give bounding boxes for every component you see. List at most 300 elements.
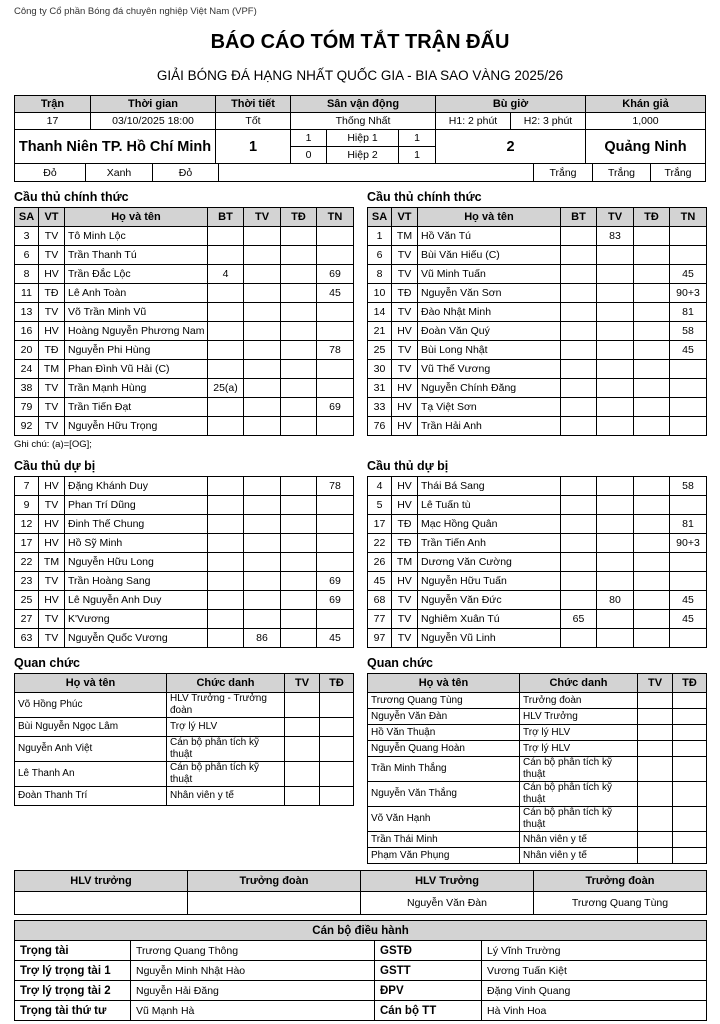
- official-name: Lý Vĩnh Trường: [482, 941, 707, 961]
- col-red-card: TĐ: [281, 208, 317, 227]
- player-goal-minute: [561, 515, 597, 534]
- player-position: HV: [39, 534, 65, 553]
- match-datetime: 03/10/2025 18:00: [91, 113, 216, 130]
- player-shirt-number: 79: [15, 398, 39, 417]
- player-red-card-minute: [281, 322, 317, 341]
- player-goal-minute: [208, 572, 244, 591]
- player-shirt-number: 25: [15, 591, 39, 610]
- match-official-row: [15, 961, 707, 981]
- player-goal-minute: [208, 284, 244, 303]
- company-name: Công ty Cổ phần Bóng đá chuyên nghiệp Việt Nam (VPF): [14, 6, 257, 17]
- player-name: Đoàn Văn Quý: [418, 322, 561, 341]
- player-red-card-minute: [281, 591, 317, 610]
- official-role-label: Trọng tài thứ tư: [15, 1001, 131, 1021]
- official-name: Trần Thái Minh: [368, 832, 520, 848]
- player-yellow-card-minute: [597, 572, 634, 591]
- player-shirt-number: 1: [368, 227, 392, 246]
- player-yellow-card-minute: 83: [597, 227, 634, 246]
- player-name: Hoàng Nguyễn Phương Nam: [65, 322, 208, 341]
- player-red-card-minute: [634, 341, 670, 360]
- player-yellow-card-minute: [597, 379, 634, 398]
- player-yellow-card-minute: [244, 477, 281, 496]
- official-name: Nguyễn Văn Thắng: [368, 782, 520, 807]
- player-shirt-number: 17: [368, 515, 392, 534]
- player-substitution-minute: 45: [670, 610, 707, 629]
- player-shirt-number: 25: [368, 341, 392, 360]
- player-name: Phan Trí Dũng: [65, 496, 208, 515]
- player-shirt-number: 10: [368, 284, 392, 303]
- player-row: [15, 417, 354, 436]
- col-goals: BT: [208, 208, 244, 227]
- player-yellow-card-minute: [244, 496, 281, 515]
- player-position: TV: [392, 341, 418, 360]
- player-yellow-card-minute: [244, 246, 281, 265]
- player-yellow-card-minute: [244, 553, 281, 572]
- player-goal-minute: [561, 591, 597, 610]
- player-row: [368, 572, 707, 591]
- away-kit-socks: Trắng: [664, 166, 692, 179]
- officials-titles-row: [14, 648, 706, 673]
- player-red-card-minute: [281, 477, 317, 496]
- lineup-header-row: [15, 208, 354, 227]
- home-kit-socks: Đỏ: [153, 164, 219, 181]
- player-row: [15, 265, 354, 284]
- player-position: TĐ: [39, 341, 65, 360]
- player-row: [15, 496, 354, 515]
- match-officials-header-row: [15, 921, 707, 941]
- player-goal-minute: [561, 379, 597, 398]
- player-shirt-number: 92: [15, 417, 39, 436]
- subs-tables-row: [14, 476, 706, 648]
- official-name: Vương Tuấn Kiệt: [482, 961, 707, 981]
- player-red-card-minute: [281, 379, 317, 398]
- away-team-name: Quảng Ninh: [586, 130, 705, 164]
- player-red-card-minute: [634, 610, 670, 629]
- player-name: Trần Hải Anh: [418, 417, 561, 436]
- player-red-card-minute: [634, 284, 670, 303]
- player-yellow-card-minute: [244, 534, 281, 553]
- home-subs-table: [14, 476, 354, 648]
- player-position: TV: [39, 629, 65, 648]
- player-name: Trần Đắc Lộc: [65, 265, 208, 284]
- player-red-card-minute: [281, 265, 317, 284]
- col-shirt-number: SA: [368, 208, 392, 227]
- player-substitution-minute: [317, 534, 354, 553]
- official-role: Trợ lý HLV: [520, 741, 638, 757]
- away-score: 2: [436, 130, 586, 164]
- officials-header-row: [15, 674, 354, 693]
- player-shirt-number: 27: [15, 610, 39, 629]
- official-name: Vũ Mạnh Hà: [131, 1001, 375, 1021]
- player-name: Bùi Long Nhật: [418, 341, 561, 360]
- official-role: Cán bộ phân tích kỹ thuật: [520, 807, 638, 832]
- official-yellow-card: [638, 741, 673, 757]
- player-row: [368, 417, 707, 436]
- official-red-card: [673, 832, 707, 848]
- official-row: [368, 807, 707, 832]
- player-substitution-minute: [670, 360, 707, 379]
- player-goal-minute: [561, 303, 597, 322]
- player-row: [368, 398, 707, 417]
- match-official-row: [15, 941, 707, 961]
- officials-tables-row: [14, 673, 706, 864]
- halves-mini-table: [291, 130, 436, 164]
- player-substitution-minute: 58: [670, 477, 707, 496]
- player-yellow-card-minute: [244, 591, 281, 610]
- player-red-card-minute: [281, 246, 317, 265]
- official-row: [368, 848, 707, 864]
- official-row: [368, 725, 707, 741]
- player-position: HV: [392, 496, 418, 515]
- away-officials-title: Quan chức: [367, 656, 434, 670]
- player-yellow-card-minute: [597, 265, 634, 284]
- player-goal-minute: 4: [208, 265, 244, 284]
- player-yellow-card-minute: [597, 341, 634, 360]
- player-row: [15, 360, 354, 379]
- match-weather: Tốt: [216, 113, 291, 130]
- home-officials-title: Quan chức: [14, 656, 81, 670]
- match-stadium: Thống Nhất: [291, 113, 436, 130]
- home-kit-shirt: Đỏ: [15, 164, 86, 181]
- player-goal-minute: [561, 496, 597, 515]
- subs-titles-row: [14, 451, 706, 476]
- away-team-leader-header: Trưởng đoàn: [534, 871, 707, 892]
- player-yellow-card-minute: [597, 477, 634, 496]
- player-substitution-minute: 69: [317, 572, 354, 591]
- player-row: [15, 572, 354, 591]
- player-goal-minute: [208, 360, 244, 379]
- player-substitution-minute: [317, 227, 354, 246]
- col-header-weather: Thời tiết: [216, 96, 291, 113]
- player-red-card-minute: [634, 398, 670, 417]
- player-substitution-minute: 81: [670, 515, 707, 534]
- player-row: [15, 303, 354, 322]
- player-goal-minute: 25(a): [208, 379, 244, 398]
- official-yellow-card: [285, 718, 320, 737]
- away-officials-table: [367, 673, 707, 864]
- player-position: HV: [39, 477, 65, 496]
- player-substitution-minute: 45: [670, 591, 707, 610]
- official-row: [15, 762, 354, 787]
- player-shirt-number: 23: [15, 572, 39, 591]
- report-title: BÁO CÁO TÓM TẮT TRẬN ĐẤU: [210, 31, 510, 53]
- official-red-card: [673, 848, 707, 864]
- player-position: TV: [39, 303, 65, 322]
- player-position: HV: [392, 572, 418, 591]
- player-shirt-number: 77: [368, 610, 392, 629]
- official-role: Cán bộ phân tích kỹ thuật: [167, 737, 285, 762]
- player-yellow-card-minute: 86: [244, 629, 281, 648]
- col-header-match: Trận: [15, 96, 91, 113]
- player-shirt-number: 14: [368, 303, 392, 322]
- player-goal-minute: [208, 553, 244, 572]
- home-score: 1: [216, 130, 291, 164]
- player-position: TV: [392, 610, 418, 629]
- player-row: [15, 534, 354, 553]
- player-shirt-number: 22: [15, 553, 39, 572]
- official-role: Trợ lý HLV: [520, 725, 638, 741]
- player-substitution-minute: 45: [317, 629, 354, 648]
- col-header-time: Thời gian: [91, 96, 216, 113]
- official-red-card: [320, 787, 354, 806]
- score-row: [15, 130, 705, 164]
- col-position: VT: [392, 208, 418, 227]
- kit-spacer-cell: [219, 164, 534, 181]
- official-red-card: [320, 737, 354, 762]
- player-position: HV: [392, 379, 418, 398]
- official-yellow-card: [638, 848, 673, 864]
- player-row: [368, 265, 707, 284]
- official-red-card: [673, 709, 707, 725]
- player-name: Nguyễn Chính Đăng: [418, 379, 561, 398]
- player-row: [368, 477, 707, 496]
- player-shirt-number: 11: [15, 284, 39, 303]
- player-red-card-minute: [281, 534, 317, 553]
- col-substitution: TN: [670, 208, 707, 227]
- player-position: HV: [392, 398, 418, 417]
- official-yellow-card: [285, 737, 320, 762]
- player-row: [15, 591, 354, 610]
- player-yellow-card-minute: [244, 572, 281, 591]
- home-head-coach-header: HLV trưởng: [15, 871, 188, 892]
- player-name: Hồ Sỹ Minh: [65, 534, 208, 553]
- player-name: Hồ Văn Tú: [418, 227, 561, 246]
- player-row: [15, 322, 354, 341]
- away-subs-table: [367, 476, 707, 648]
- half1-home-goals: 1: [291, 130, 327, 146]
- player-substitution-minute: [670, 553, 707, 572]
- player-position: TM: [39, 360, 65, 379]
- official-role: Trưởng đoàn: [520, 693, 638, 709]
- half2-home-goals: 0: [291, 147, 327, 163]
- player-name: Đào Nhật Minh: [418, 303, 561, 322]
- player-position: TV: [392, 360, 418, 379]
- player-row: [15, 398, 354, 417]
- official-name: Nguyễn Hải Đăng: [131, 981, 375, 1001]
- official-row: [368, 693, 707, 709]
- player-substitution-minute: [670, 398, 707, 417]
- home-team-leader-name: [188, 892, 361, 915]
- away-starters-title: Cầu thủ chính thức: [367, 190, 482, 204]
- player-shirt-number: 3: [15, 227, 39, 246]
- player-red-card-minute: [634, 379, 670, 398]
- official-name: Trương Quang Tùng: [368, 693, 520, 709]
- player-substitution-minute: [317, 246, 354, 265]
- player-row: [368, 246, 707, 265]
- col-header-stoppage: Bù giờ: [436, 96, 586, 113]
- officials-header-row: [368, 674, 707, 693]
- signatures-value-row: [15, 892, 707, 915]
- player-row: [15, 477, 354, 496]
- match-officials-table: [14, 920, 707, 1021]
- official-name: Trương Quang Thông: [131, 941, 375, 961]
- player-name: Nguyễn Hữu Long: [65, 553, 208, 572]
- player-red-card-minute: [634, 534, 670, 553]
- player-position: TV: [39, 227, 65, 246]
- official-name: Trần Minh Thắng: [368, 757, 520, 782]
- official-red-card: [673, 693, 707, 709]
- official-yellow-card: [638, 693, 673, 709]
- player-row: [368, 629, 707, 648]
- own-goal-note: Ghi chú: (a)=[OG];: [14, 439, 92, 450]
- player-red-card-minute: [634, 515, 670, 534]
- player-yellow-card-minute: [244, 417, 281, 436]
- player-yellow-card-minute: [244, 398, 281, 417]
- player-position: TĐ: [392, 515, 418, 534]
- player-row: [368, 515, 707, 534]
- home-starters-title: Cầu thủ chính thức: [14, 190, 129, 204]
- col-yellow-card: TV: [244, 208, 281, 227]
- player-red-card-minute: [281, 227, 317, 246]
- player-substitution-minute: [317, 303, 354, 322]
- player-row: [368, 341, 707, 360]
- player-name: Đinh Thế Chung: [65, 515, 208, 534]
- kit-colors-row: [15, 164, 705, 181]
- official-name: Nguyễn Quang Hoàn: [368, 741, 520, 757]
- col-red-card: TĐ: [673, 674, 707, 693]
- player-name: Đặng Khánh Duy: [65, 477, 208, 496]
- home-subs-title: Cầu thủ dự bị: [14, 459, 96, 473]
- official-role-label: ĐPV: [375, 981, 482, 1001]
- col-red-card: TĐ: [320, 674, 354, 693]
- player-row: [368, 322, 707, 341]
- player-shirt-number: 21: [368, 322, 392, 341]
- player-red-card-minute: [281, 610, 317, 629]
- player-shirt-number: 17: [15, 534, 39, 553]
- official-name: Hồ Văn Thuận: [368, 725, 520, 741]
- player-shirt-number: 7: [15, 477, 39, 496]
- player-name: Nguyễn Vũ Linh: [418, 629, 561, 648]
- match-attendance: 1,000: [586, 113, 705, 130]
- player-yellow-card-minute: [244, 610, 281, 629]
- away-head-coach-header: HLV Trưởng: [361, 871, 534, 892]
- official-role-label: Trợ lý trọng tài 1: [15, 961, 131, 981]
- player-red-card-minute: [281, 284, 317, 303]
- player-shirt-number: 30: [368, 360, 392, 379]
- col-yellow-card: TV: [638, 674, 673, 693]
- official-row: [15, 737, 354, 762]
- player-name: Võ Trần Minh Vũ: [65, 303, 208, 322]
- player-position: HV: [39, 515, 65, 534]
- player-red-card-minute: [281, 553, 317, 572]
- official-row: [15, 787, 354, 806]
- player-substitution-minute: [670, 417, 707, 436]
- player-yellow-card-minute: [597, 417, 634, 436]
- player-goal-minute: [208, 629, 244, 648]
- player-goal-minute: [208, 246, 244, 265]
- player-goal-minute: [208, 610, 244, 629]
- away-head-coach-name: Nguyễn Văn Đàn: [361, 892, 534, 915]
- player-position: TM: [39, 553, 65, 572]
- player-yellow-card-minute: [597, 515, 634, 534]
- player-name: Nguyễn Hữu Tuấn: [418, 572, 561, 591]
- col-yellow-card: TV: [285, 674, 320, 693]
- player-position: TV: [392, 303, 418, 322]
- col-official-role: Chức danh: [167, 674, 285, 693]
- player-yellow-card-minute: [244, 265, 281, 284]
- official-yellow-card: [285, 693, 320, 718]
- player-name: K'Vương: [65, 610, 208, 629]
- official-yellow-card: [285, 762, 320, 787]
- starters-tables-row: [14, 207, 706, 436]
- player-goal-minute: [561, 227, 597, 246]
- official-name: Nguyễn Anh Việt: [15, 737, 167, 762]
- player-goal-minute: 65: [561, 610, 597, 629]
- player-red-card-minute: [281, 417, 317, 436]
- player-substitution-minute: 90+3: [670, 284, 707, 303]
- player-goal-minute: [208, 227, 244, 246]
- player-yellow-card-minute: [244, 379, 281, 398]
- player-goal-minute: [561, 572, 597, 591]
- player-shirt-number: 31: [368, 379, 392, 398]
- official-row: [15, 718, 354, 737]
- player-red-card-minute: [281, 360, 317, 379]
- official-role-label: Trọng tài: [15, 941, 131, 961]
- player-shirt-number: 38: [15, 379, 39, 398]
- player-shirt-number: 8: [15, 265, 39, 284]
- player-yellow-card-minute: [597, 496, 634, 515]
- player-substitution-minute: 45: [670, 341, 707, 360]
- player-name: Nguyễn Văn Đức: [418, 591, 561, 610]
- half1-label: Hiệp 1: [327, 130, 399, 146]
- home-starters-table: [14, 207, 354, 436]
- player-goal-minute: [561, 629, 597, 648]
- player-red-card-minute: [634, 629, 670, 648]
- player-position: TĐ: [39, 284, 65, 303]
- player-position: TM: [392, 553, 418, 572]
- player-substitution-minute: [317, 496, 354, 515]
- player-shirt-number: 45: [368, 572, 392, 591]
- player-yellow-card-minute: [244, 284, 281, 303]
- player-red-card-minute: [281, 572, 317, 591]
- player-red-card-minute: [281, 398, 317, 417]
- player-goal-minute: [561, 246, 597, 265]
- player-substitution-minute: 90+3: [670, 534, 707, 553]
- official-role-label: Trợ lý trọng tài 2: [15, 981, 131, 1001]
- player-substitution-minute: [317, 360, 354, 379]
- player-yellow-card-minute: [597, 629, 634, 648]
- player-goal-minute: [208, 591, 244, 610]
- player-shirt-number: 13: [15, 303, 39, 322]
- home-team-name: Thanh Niên TP. Hồ Chí Minh: [15, 130, 216, 164]
- match-info-table: [14, 95, 706, 182]
- player-position: TV: [39, 246, 65, 265]
- player-position: HV: [39, 265, 65, 284]
- signatures-header-row: [15, 871, 707, 892]
- official-name: Đoàn Thanh Trí: [15, 787, 167, 806]
- player-name: Lê Nguyễn Anh Duy: [65, 591, 208, 610]
- player-red-card-minute: [634, 477, 670, 496]
- player-yellow-card-minute: [597, 303, 634, 322]
- player-name: Thái Bá Sang: [418, 477, 561, 496]
- player-name: Trần Mạnh Hùng: [65, 379, 208, 398]
- player-red-card-minute: [281, 629, 317, 648]
- player-name: Phan Đình Vũ Hải (C): [65, 360, 208, 379]
- player-goal-minute: [561, 341, 597, 360]
- player-goal-minute: [561, 322, 597, 341]
- player-position: TĐ: [392, 284, 418, 303]
- player-red-card-minute: [281, 515, 317, 534]
- player-shirt-number: 24: [15, 360, 39, 379]
- player-name: Mạc Hồng Quân: [418, 515, 561, 534]
- official-red-card: [673, 741, 707, 757]
- player-red-card-minute: [634, 591, 670, 610]
- official-yellow-card: [638, 725, 673, 741]
- player-goal-minute: [208, 322, 244, 341]
- official-role: Nhân viên y tế: [167, 787, 285, 806]
- official-row: [368, 782, 707, 807]
- player-red-card-minute: [634, 265, 670, 284]
